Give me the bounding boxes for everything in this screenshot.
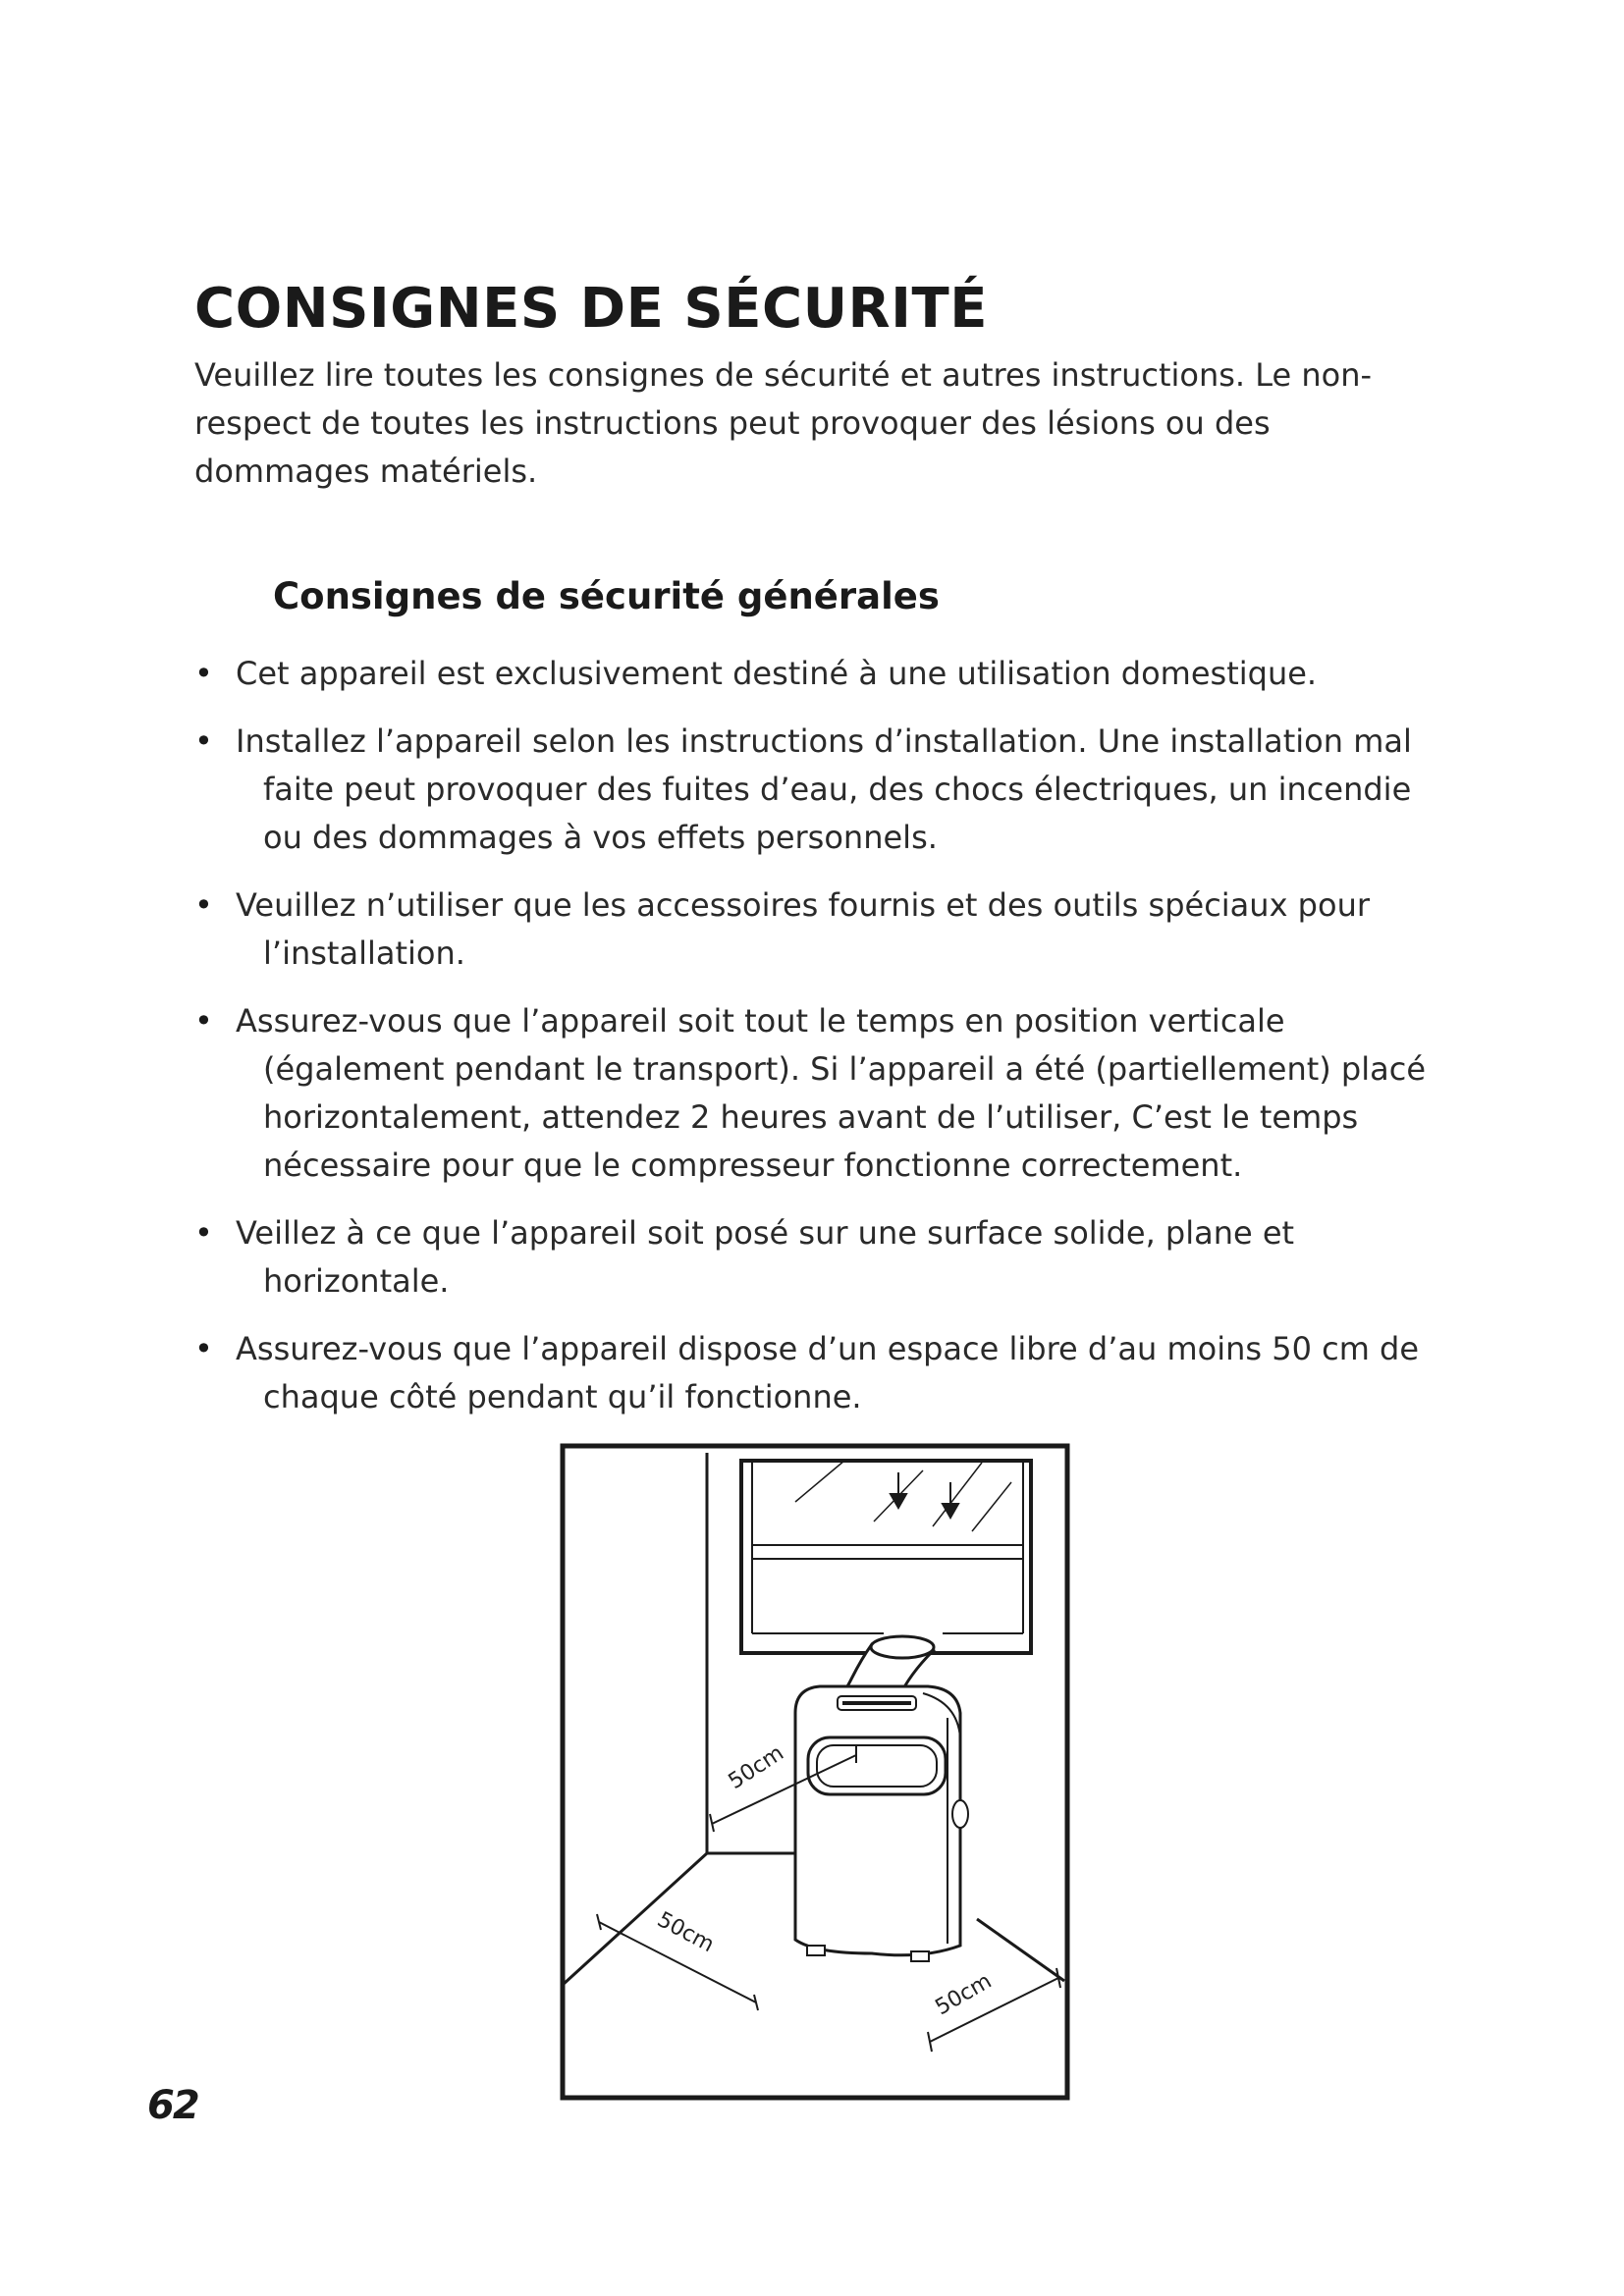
bullet-icon: • — [194, 722, 213, 760]
air-conditioner-unit — [795, 1686, 968, 1961]
list-item-text: Assurez-vous que l’appareil dispose d’un espace libre d’au moins 50 cm de chaque côté pendant qu’il fonctionne. — [236, 1330, 1420, 1415]
air-conditioner-clearance-illustration — [560, 1443, 1070, 2101]
list-item-text: Cet appareil est exclusivement destiné à une utilisation domestique. — [236, 655, 1318, 692]
list-item — [194, 1325, 1432, 1421]
intro-paragraph: Veuillez lire toutes les consignes de sécurité et autres instructions. Le non-respect de toutes les instructions peut provoquer des lésions ou des dommages matériels. — [194, 356, 1373, 490]
list-item — [194, 881, 1432, 978]
list-item-text: Installez l’appareil selon les instructions d’installation. Une installation mal faite peut provoquer des fuites d’eau, des chocs électriques, un incendie ou des dommages à vos effets personnels. — [236, 722, 1412, 856]
list-item — [194, 997, 1432, 1190]
bullet-icon: • — [194, 1214, 213, 1252]
safety-list — [194, 650, 1432, 1441]
dimension-label-back: 50cm — [724, 1740, 788, 1795]
list-item-text: Veillez à ce que l’appareil soit posé sur une surface solide, plane et horizontale. — [236, 1214, 1295, 1300]
bullet-icon: • — [194, 1330, 213, 1367]
bullet-icon: • — [194, 655, 213, 692]
list-item-text: Veuillez n’utiliser que les accessoires fournis et des outils spéciaux pour l’installation. — [236, 886, 1370, 972]
bullet-icon: • — [194, 886, 213, 924]
list-item — [194, 718, 1432, 862]
list-item-text: Assurez-vous que l’appareil soit tout le temps en position verticale (également pendant le transport). Si l’appareil a été (partiellement) placé horizontalement, attendez 2 heures avant de l’utiliser, C’est le temps nécessaire pour que le compresseur fonctionne correctement. — [236, 1002, 1427, 1184]
section-title: Consignes de sécurité générales — [273, 575, 940, 617]
list-item — [194, 650, 1432, 698]
list-item — [194, 1209, 1432, 1306]
dimension-label-left: 50cm — [653, 1907, 719, 1958]
page-number: 62 — [147, 2083, 198, 2128]
dimension-label-right: 50cm — [931, 1968, 997, 2021]
page-title: CONSIGNES DE SÉCURITÉ — [194, 277, 988, 341]
bullet-icon: • — [194, 1002, 213, 1040]
